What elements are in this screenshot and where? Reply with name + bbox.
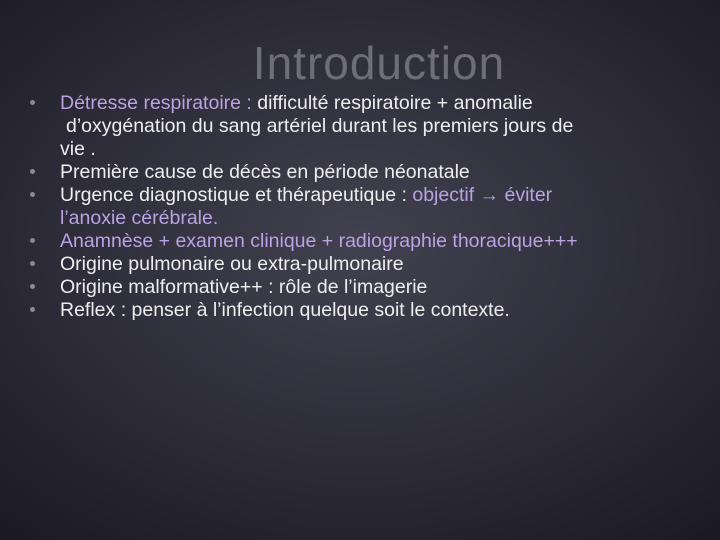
slide-title: Introduction xyxy=(252,37,506,89)
bullet-dot-icon xyxy=(30,284,35,289)
bullet-dot-icon xyxy=(30,100,35,105)
bullet-list xyxy=(0,92,720,322)
bullet-dot-icon xyxy=(30,192,35,197)
bullet-1-line3: vie . xyxy=(60,138,96,160)
bullet-item-2 xyxy=(0,161,720,184)
bullet-3-avoid: éviter xyxy=(499,184,553,206)
bullet-3-text: Urgence diagnostique et thérapeutique : xyxy=(60,184,413,206)
bullet-dot-icon xyxy=(30,261,35,266)
bullet-item-1 xyxy=(0,92,720,161)
bullet-7-text: Reflex : penser à l’infection quelque soit le contexte. xyxy=(60,299,510,321)
bullet-1-line2: d’oxygénation du sang artériel durant les premiers jours de xyxy=(66,115,574,137)
bullet-2-text: Première cause de décès en période néonatale xyxy=(60,161,470,183)
bullet-1-term: Détresse respiratoire : xyxy=(60,92,258,114)
bullet-dot-icon xyxy=(30,307,35,312)
bullet-5-text: Origine pulmonaire ou extra-pulmonaire xyxy=(60,253,404,275)
bullet-dot-icon xyxy=(30,169,35,174)
bullet-6-text: Origine malformative++ : rôle de l’imagerie xyxy=(60,276,428,298)
bullet-item-6 xyxy=(0,276,720,299)
bullet-dot-icon xyxy=(30,238,35,243)
bullet-item-5 xyxy=(0,253,720,276)
bullet-item-3 xyxy=(0,184,720,230)
bullet-item-4 xyxy=(0,230,720,253)
bullet-3-objective: objectif xyxy=(412,184,475,206)
arrow-right-icon: → xyxy=(479,184,500,206)
bullet-4-text: Anamnèse + examen clinique + radiographie thoracique+++ xyxy=(60,230,578,252)
bullet-item-7 xyxy=(0,299,720,322)
bullet-3-line2: l’anoxie cérébrale. xyxy=(60,207,219,229)
bullet-1-text: difficulté respiratoire + anomalie xyxy=(257,92,533,114)
